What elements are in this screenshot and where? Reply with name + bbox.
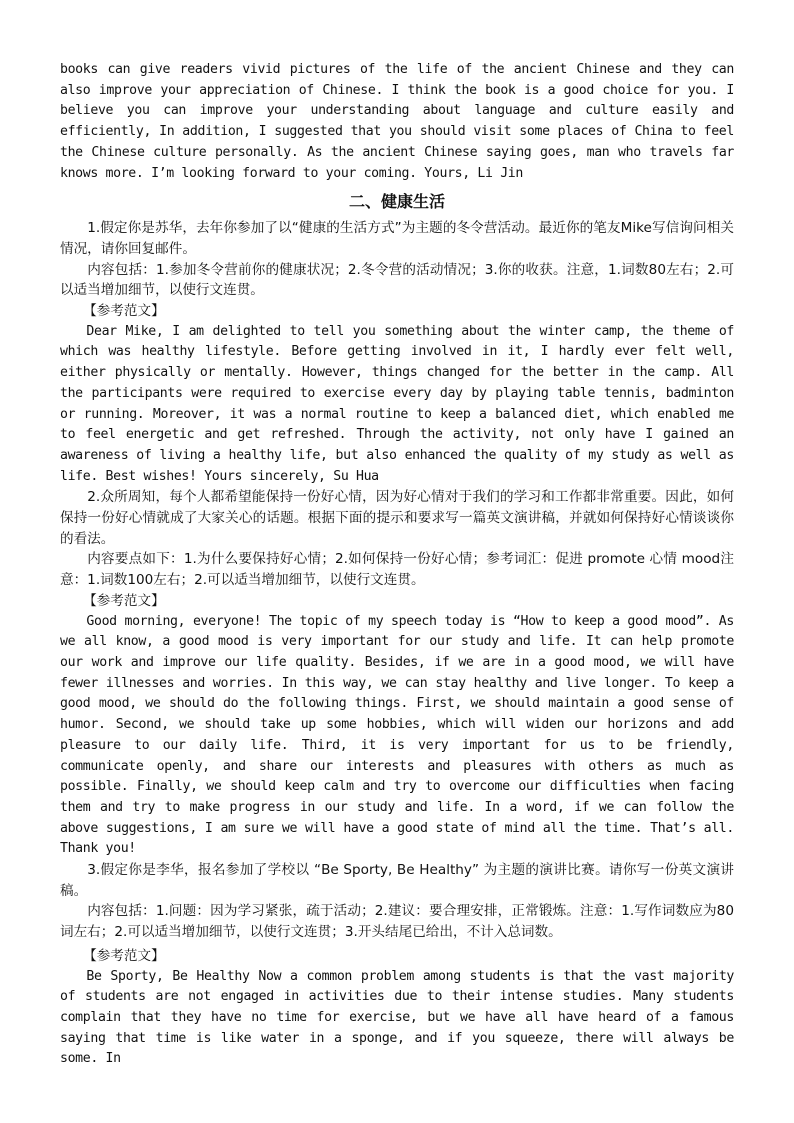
q2-prompt: 2.众所周知，每个人都希望能保持一份好心情，因为好心情对于我们的学习和工作都非常重要。因此，如何保持一份好心情就成了大家关心的话题。根据下面的提示和要求写一篇英文演讲稿，并就如何保持好心情谈谈你的看法。 — [60, 489, 734, 547]
q1-essay: Dear Mike, I am delighted to tell you something about the winter camp, the theme of which was healthy lifestyle. Before getting involved in it, I hardly ever felt well, either physically or mentally. However, things changed for the better in the camp. All the participants were required to exercise every day by playing table tennis, badminton or running. Moreover, it was a normal routine to keep a balanced diet, which enabled me to feel energetic and get refreshed. Through the activity, not only have I gained an awareness of living a healthy life, but also enhanced the quality of my study as well as life. Best wishes! Yours sincerely, Su Hua — [60, 323, 734, 484]
document-page — [60, 60, 734, 1070]
q2-reference-label: 【参考范文】 — [83, 592, 165, 609]
q3-reference-label: 【参考范文】 — [83, 947, 165, 964]
q1-reference-label: 【参考范文】 — [83, 303, 165, 320]
q1-requirements: 内容包括：1.参加冬令营前你的健康状况；2.冬令营的活动情况；3.你的收获。注意，1.词数80左右；2.可以适当增加细节，以使行文连贯。 — [60, 261, 734, 299]
q3-requirements: 内容包括：1.问题：因为学习紧张，疏于活动；2.建议：要合理安排，正常锻炼。注意：1.写作词数应为80词左右；2.可以适当增加细节，以使行文连贯；3.开头结尾已给出，不计入总词数。 — [60, 903, 734, 941]
q3-essay: Be Sporty, Be Healthy Now a common problem among students is that the vast majority of students are not engaged in activities due to their intense studies. Many students complain that they have no time for exercise, but we have all have heard of a famous saying that time is like water in a sponge, and if you squeeze, there will always be some. In — [60, 968, 734, 1067]
q2-essay: Good morning, everyone! The topic of my speech today is “How to keep a good mood”. As we all know, a good mood is very important for our study and life. It can help promote our work and improve our life quality. Besides, if we are in a good mood, we will have fewer illnesses and worries. In this way, we can stay healthy and live longer. To keep a good mood, we should do the following things. First, we should maintain a good sense of humor. Second, we should take up some hobbies, which will widen our horizons and add pleasure to our daily life. Third, it is very important for us to be friendly, communicate openly, and share our interests and pleasures with others as much as possible. Finally, we should keep calm and try to overcome our difficulties when facing them and try to make progress in our study and life. In a word, if we can follow the above suggestions, I am sure we will have a good state of mind all the time. That’s all. Thank you! — [60, 613, 734, 857]
q1-prompt: 1.假定你是苏华，去年你参加了以“健康的生活方式”为主题的冬令营活动。最近你的笔友Mike写信询问相关情况，请你回复邮件。 — [60, 220, 734, 257]
q2-requirements: 内容要点如下：1.为什么要保持好心情；2.如何保持一份好心情；参考词汇：促进 promote 心情 mood注意：1.词数100左右；2.可以适当增加细节，以使行文连贯。 — [60, 551, 734, 589]
q3-prompt: 3.假定你是李华，报名参加了学校以 “Be Sporty, Be Healthy” 为主题的演讲比赛。请你写一份英文演讲稿。 — [60, 862, 734, 899]
intro-paragraph: books can give readers vivid pictures of the life of the ancient Chinese and they can also improve your appreciation of Chinese. I think the book is a good choice for you. I believe you can improve your understanding about language and culture easily and efficiently, In addition, I suggested that you should visit some places of China to feel the Chinese culture personally. As the ancient Chinese saying goes, man who travels far knows more. I’m looking forward to your coming. Yours, Li Jin — [60, 62, 734, 181]
section-title: 二、健康生活 — [348, 192, 445, 212]
